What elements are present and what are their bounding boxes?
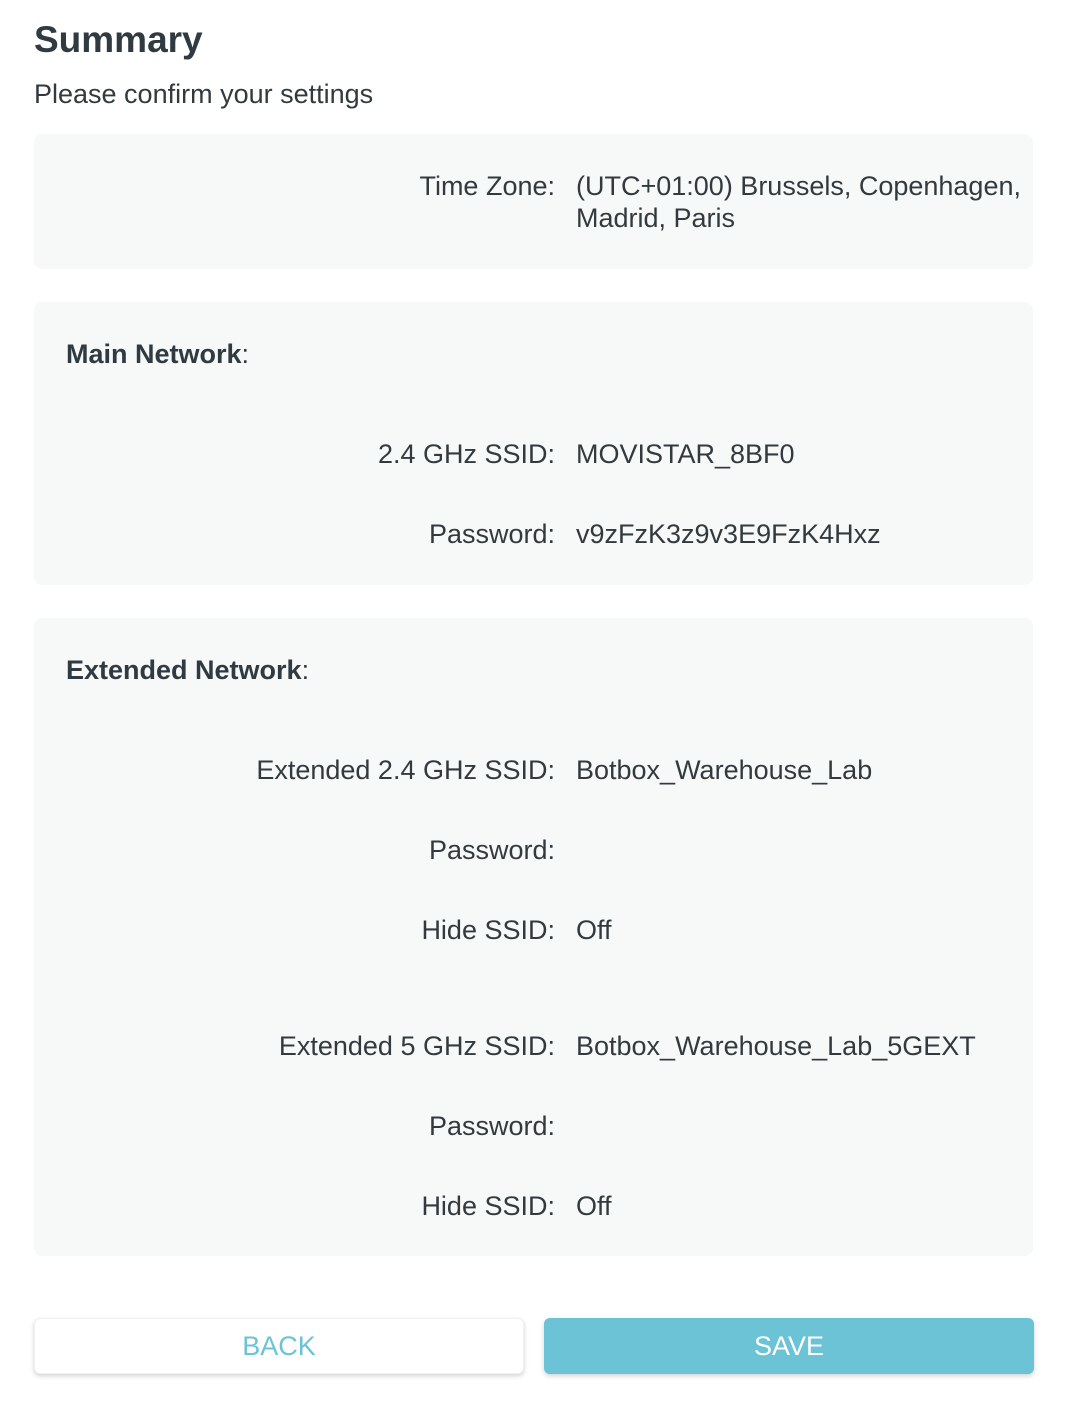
extended-network-title-colon: : <box>301 655 310 685</box>
main-network-card <box>34 302 1033 585</box>
ext-24-ssid-label: Extended 2.4 GHz SSID: <box>256 755 555 785</box>
ext-5-password-label: Password: <box>428 1111 555 1141</box>
extended-network-title <box>66 652 309 688</box>
ext-5-hide-ssid-value: Off <box>576 1191 612 1221</box>
main-password-label: Password: <box>428 519 555 549</box>
ext-5-ssid-value: Botbox_Warehouse_Lab_5GEXT <box>576 1031 976 1061</box>
main-network-title-text: Main Network <box>66 339 242 369</box>
main-password-value: v9zFzK3z9v3E9FzK4Hxz <box>576 519 881 549</box>
timezone-card <box>34 134 1033 269</box>
main-ssid-label: 2.4 GHz SSID: <box>377 439 555 469</box>
ext-24-ssid-value: Botbox_Warehouse_Lab <box>576 755 873 785</box>
ext-5-hide-ssid-label: Hide SSID: <box>421 1191 555 1221</box>
save-button[interactable]: SAVE <box>544 1318 1034 1374</box>
ext-24-hide-ssid-label: Hide SSID: <box>421 915 555 945</box>
timezone-value: (UTC+01:00) Brussels, Copenhagen, Madrid, Paris <box>576 171 1021 233</box>
main-network-title-colon: : <box>241 339 250 369</box>
main-ssid-value: MOVISTAR_8BF0 <box>576 439 795 469</box>
ext-24-password-label: Password: <box>428 835 555 865</box>
timezone-label: Time Zone: <box>419 171 555 201</box>
main-network-title <box>66 336 249 372</box>
extended-network-title-text: Extended Network <box>66 655 302 685</box>
page-subtitle: Please confirm your settings <box>34 79 374 109</box>
page-title: Summary <box>34 19 203 60</box>
extended-network-card <box>34 618 1033 1256</box>
back-button[interactable]: BACK <box>34 1318 524 1374</box>
ext-5-ssid-label: Extended 5 GHz SSID: <box>278 1031 555 1061</box>
ext-24-hide-ssid-value: Off <box>576 915 612 945</box>
